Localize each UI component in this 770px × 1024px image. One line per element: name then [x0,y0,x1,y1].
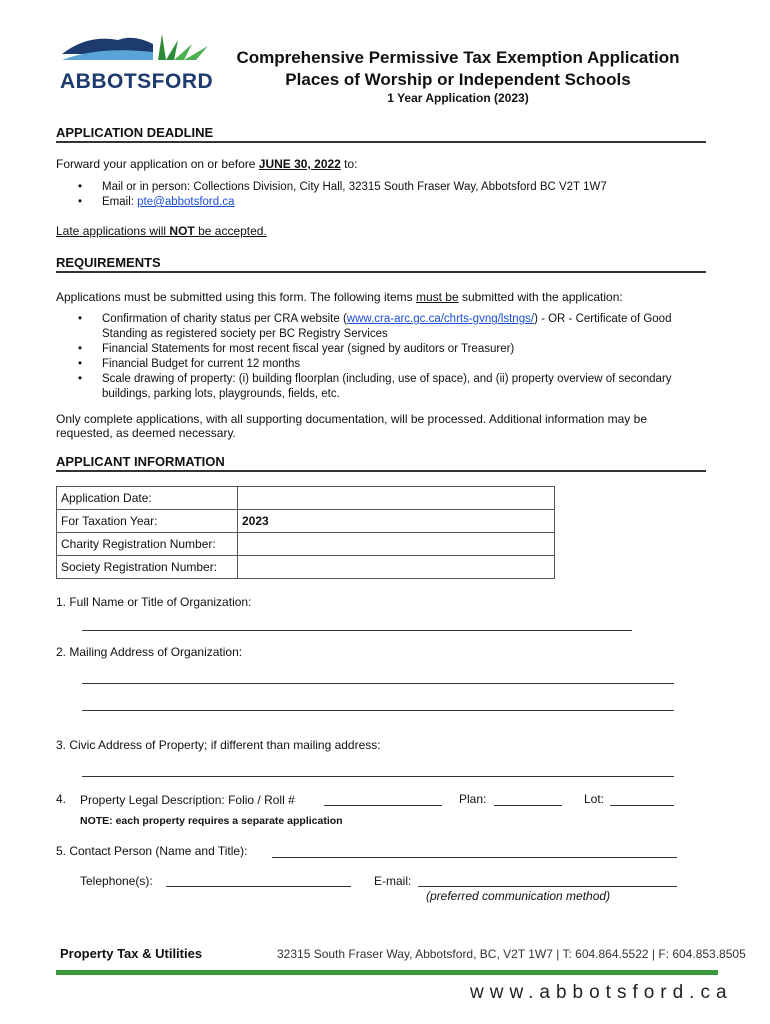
charity-number-label: Charity Registration Number: [57,533,238,556]
requirements-intro: Applications must be submitted using this form. The following items must be submitted with the application: [56,290,623,304]
question-contact-person: 5. Contact Person (Name and Title): [56,844,248,858]
footer-website[interactable]: www.abbotsford.ca [470,982,733,1003]
plan-field[interactable] [494,805,562,806]
table-row [57,487,555,510]
civic-address-field[interactable] [82,776,674,777]
table-row [57,510,555,533]
contact-person-field[interactable] [272,857,677,858]
telephone-field[interactable] [166,886,351,887]
organization-name-field[interactable] [82,630,632,631]
footer-department: Property Tax & Utilities [60,946,203,961]
deadline-heading: APPLICATION DEADLINE [56,125,706,143]
property-note: NOTE: each property requires a separate application [80,815,343,827]
lot-field[interactable] [610,805,674,806]
table-row [57,533,555,556]
cra-link[interactable]: www.cra-arc.gc.ca/chrts-gvng/lstngs/ [346,313,535,325]
folio-roll-field[interactable] [324,805,442,806]
email-note: (preferred communication method) [426,889,611,903]
requirements-heading: REQUIREMENTS [56,255,706,273]
plan-label: Plan: [459,792,487,806]
footer-divider [56,970,718,975]
question-number-4: 4. [56,792,67,806]
table-row [57,556,555,579]
requirements-note-line2: requested, as deemed necessary. [56,426,236,440]
email-link[interactable]: pte@abbotsford.ca [137,196,235,208]
deadline-intro: Forward your application on or before JUNE 30, 2022 to: [56,157,358,171]
taxation-year-label: For Taxation Year: [57,510,238,533]
application-date-field[interactable] [238,487,555,510]
abbotsford-logo [58,30,212,96]
document-title: Comprehensive Permissive Tax Exemption Application [236,48,680,67]
society-number-label: Society Registration Number: [57,556,238,579]
applicant-heading: APPLICANT INFORMATION [56,454,706,472]
mailing-address-field-1[interactable] [82,683,674,684]
legal-description-label: Property Legal Description: Folio / Roll # [80,793,295,807]
lot-label: Lot: [584,792,605,806]
document-subtitle: Places of Worship or Independent Schools [285,70,631,89]
society-number-field[interactable] [238,556,555,579]
application-date-label: Application Date: [57,487,238,510]
logo-mountains-icon [58,30,212,72]
late-notice: Late applications will NOT be accepted. [56,224,267,238]
applicant-info-table [56,486,555,579]
footer-contact: 32315 South Fraser Way, Abbotsford, BC, V2T 1W7 | T: 604.864.5522 | F: 604.853.8505 [277,947,746,961]
telephone-label: Telephone(s): [80,874,153,888]
taxation-year-field[interactable]: 2023 [238,510,555,533]
logo-text: ABBOTSFORD [60,70,214,93]
question-civic-address: 3. Civic Address of Property; if different than mailing address: [56,738,381,752]
question-mailing-address: 2. Mailing Address of Organization: [56,645,243,659]
email-field[interactable] [418,886,677,887]
application-year: 1 Year Application (2023) [387,91,529,105]
charity-number-field[interactable] [238,533,555,556]
mailing-address-field-2[interactable] [82,710,674,711]
email-label: E-mail: [374,874,412,888]
question-organization-name: 1. Full Name or Title of Organization: [56,595,252,609]
requirements-note-line1: Only complete applications, with all supporting documentation, will be processed. Additional information may be [56,412,647,426]
